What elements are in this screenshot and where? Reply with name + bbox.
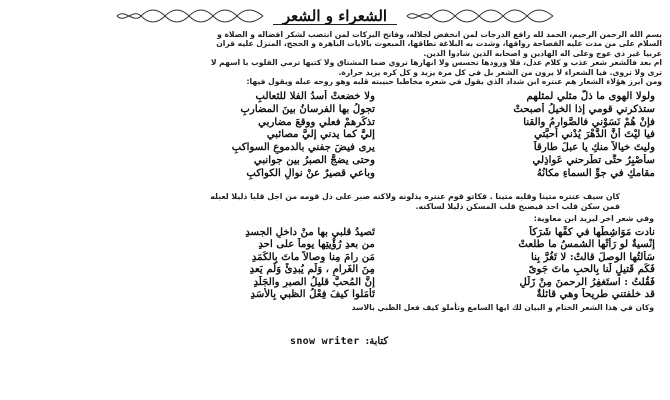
- verse-first-hemistich: فَكَم قَتيلٍ لَنا بِالحبِ ماتَ جَوىً: [528, 263, 655, 276]
- verse-first-hemistich: ستذكرني قومي إذا الخيلُ أصبحتْ: [513, 102, 655, 115]
- verse: [110, 238, 655, 250]
- intro-line: عربيا غير ذي عوج وعلى اله الهادين و اصحابه الذين شادوا الدين.: [423, 48, 662, 58]
- verse: [110, 154, 655, 167]
- page-title: الشعراء و الشعر: [273, 7, 397, 25]
- verse: [110, 276, 655, 288]
- verse-second-hemistich: تَأمَلوا كيفَ فِعْلُ الظبيِ بِالأسَدِ: [250, 287, 375, 300]
- verse-second-hemistich: مَن رامَ مِنا وِصالاً ماتَ بِالكَمَدِ: [251, 250, 375, 263]
- verse: [110, 128, 655, 141]
- verse: [110, 226, 655, 238]
- commentary-paragraph: [150, 192, 620, 211]
- verse-second-hemistich: مِنَ الغَرامِ ، وَلَم يُبدِئْ وَلَم يَعدِ: [249, 263, 375, 276]
- verse-first-hemistich: فَقُلتُ : استَغفِرُ الرحمنَ مِنْ زَلَلٍ: [519, 275, 655, 288]
- closing-line: وكان في هذا الشعر الختام و البيان لك ايها السامع وتأملو كيف فعل الظبي بالاسد: [351, 303, 654, 312]
- verse: [110, 90, 655, 103]
- verse: [110, 288, 655, 300]
- title-row: [60, 4, 610, 28]
- signature-name: snow writer: [290, 336, 360, 347]
- ornament-right-icon: [405, 7, 555, 25]
- commentary-line: كان سيف عنتره متينا وقلبه متينا . فكاتو قوم عنتره يذلونه ولاكنه صبر على ذل قومه من اجل قلبا ذليلا لعبله: [210, 192, 620, 201]
- verse: [110, 116, 655, 129]
- verse-second-hemistich: تذكِّرهمْ فعلي ووقعَ مضاربي: [258, 115, 375, 128]
- verse-first-hemistich: فإنْ هُمْ نَسَوْني فالصَّوارمُ والقنا: [523, 115, 655, 128]
- intro-line: بسم الله الرحمن الرحيم، الحمد لله رافع الدرجات لمن انخفض لجلاله، وفاتح البركات لمن انتصب لشكر افضاله و الصلاة و: [217, 30, 662, 39]
- intro-line: ام بعد فالشعر شعر عذب و كلام عدل، فلا ورودها تحسس ولا انهارها تروي ضما المشتاق ولا كتبها ترمي القلوب با اسهم لا: [210, 58, 662, 68]
- verse-second-hemistich: إليَّ كما يدني إليَّ مصائبي: [266, 128, 375, 141]
- commentary-line: فمن سكن قلب احد فيصبح قلب المسكن ذليلا لساكنه.: [415, 201, 620, 211]
- poem-yazid: [110, 226, 655, 300]
- intro-line: ترى ولا تروى. فيا الشعراء لا يرون من الشعر بل في كل مرة يزيد و كل كره يزيد حرارة.: [338, 67, 662, 77]
- verse: [110, 167, 655, 180]
- verse: [110, 141, 655, 154]
- verse-first-hemistich: مقامكِ في جوِّ السماءِ مكانُهُ: [536, 166, 655, 179]
- verse-first-hemistich: نادت مَوَاشِطَها في كفِّها شَرَكاً: [529, 226, 655, 238]
- verse-first-hemistich: فيا ليْتَ أنَّ الدَّهْرَ يُدْني أحبَّتي: [534, 128, 655, 141]
- verse-second-hemistich: تَصيدُ قلبي بها منْ داخلِ الجسدِ: [245, 226, 375, 238]
- verse-first-hemistich: سأصْبِرُ حتَّى تطَّرحني عَواذِلي: [532, 153, 655, 166]
- verse-second-hemistich: يرى فيضَ جفني بالدموعِ السواكبِ: [231, 141, 375, 154]
- verse: [110, 103, 655, 116]
- verse-second-hemistich: ولا خضعتْ أسدُ الفلا للثعالبِ: [255, 90, 375, 102]
- verse-first-hemistich: قد خلفتني طريحاً وهي قائلةٌ: [536, 287, 655, 300]
- verse: [110, 251, 655, 263]
- closing-paragraph: [14, 303, 654, 312]
- intro-line: السلام على من مدت عليه الفصاحة رواقها، وشدت به البلاغة نطاقها، المبعوث بالايات الباهرة و الحجج، المنزل عليه قران: [216, 39, 662, 49]
- verse-second-hemistich: وباعي قصيرٌ عنْ نوالِ الكواكبِ: [246, 166, 375, 179]
- intro-line: ومن ابرز هؤلاء الشعار هم عنتره ابن شداد الذي يقول في شعره مخاطبا حبيبته قلبه وهو روحه عبله ويقول فيها:: [246, 77, 662, 87]
- signature-label: كتابة:: [365, 336, 389, 347]
- intro-paragraph: [12, 30, 662, 86]
- verse: [110, 263, 655, 275]
- verse-first-hemistich: إنْسيةٌ لو رَأتْها الشمسُ ما طلعتْ: [518, 238, 655, 251]
- verse-first-hemistich: ولولا الهوى ما ذلَّ مثلي لمثلهم: [526, 90, 655, 102]
- second-poem-intro: وفي شعر اخر ليزيد ابن معاوية:: [533, 214, 654, 223]
- signature: [290, 336, 388, 347]
- verse-second-hemistich: إنَّ المُحبَّ قليلُ الصبرِ والجَلَدِ: [253, 275, 375, 288]
- verse-first-hemistich: وليتَ خيالاً منكِ يا عبلَ طارقاً: [533, 141, 655, 154]
- ornament-left-icon: [115, 7, 265, 25]
- verse-second-hemistich: وحتى يضجَّ الصبرُ بين جوانبي: [253, 153, 375, 166]
- verse-first-hemistich: سَأَلتُها الوصلَ قالتْ: لا تَغُرَّ بِنا: [531, 250, 655, 263]
- poem-antara: [110, 90, 655, 180]
- verse-second-hemistich: من بعدِ رُؤْيتِها يوماً على احدِ: [258, 238, 375, 251]
- verse-second-hemistich: تجولُ بها الفرسانُ بينَ المضاربِ: [240, 102, 375, 115]
